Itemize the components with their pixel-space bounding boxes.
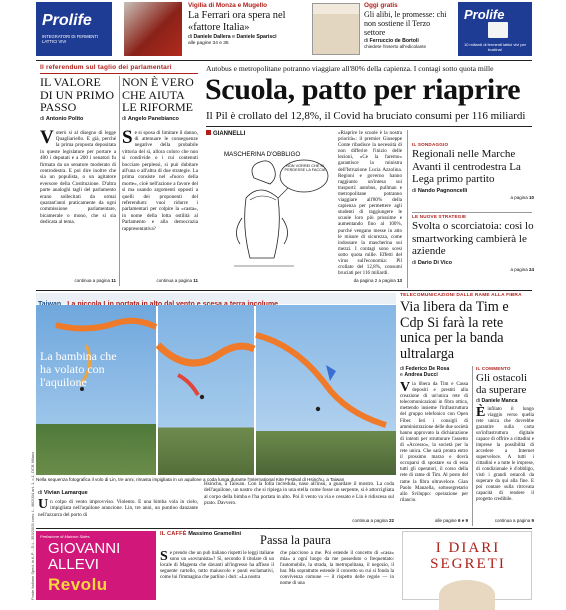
story-title: Regionali nelle Marche Avanti il centrodestra La Lega primo partito (412, 148, 521, 185)
editorial-polito[interactable] (40, 76, 116, 288)
ad-tagline: INTEGRATORI DI FERMENTI LATTICI VIVI (42, 34, 99, 44)
lead-subhead: Il Pil è crollato del 12,8%, il Covid ha bruciato consumi per 116 miliardi (206, 110, 526, 122)
cartoon-caption: MASCHERINA D'OBBLIGO (224, 151, 301, 158)
story-follow: a pagina 10 (510, 194, 534, 200)
taiwan-follow[interactable]: continua a pagina 22 (352, 518, 394, 523)
dropcap: V (400, 380, 411, 395)
cartoon-bubble: NON VORREI CHE SI PERDESSE LA FACCIA (284, 164, 326, 173)
taiwan-caption: Nella sequenza fotografica il volo di Lin, tre anni, rimasta impigliata in un aquilone a coda lunga durante l'International Kite Festival di Hsinchu, a Taiwan (36, 477, 345, 482)
dropcap: V (40, 126, 54, 148)
promo-terzo-thumb (312, 3, 360, 55)
promo-title: Gli alibi, le promesse: chi non sostiene il Terzo settore (364, 10, 447, 37)
cartoon-drawing (206, 138, 332, 276)
lead-overline: Autobus e metropolitane potranno viaggiare all'80% della capienza. I contagi sotto quota mille (206, 64, 494, 73)
editorial-byline: di Antonio Polito (40, 115, 84, 122)
dropcap: È (476, 405, 486, 420)
tim-headline[interactable]: Via libera da Tim e Cdp Si farà la rete unica per la banda ultralarga (400, 299, 509, 362)
story-kicker: LE NUOVE STRATEGIE (412, 214, 467, 219)
taiwan-overlay: La bambina che ha volato con l'aquilone (40, 349, 117, 389)
taiwan-photo-main (36, 305, 156, 475)
dropcap: S (122, 126, 133, 148)
commento-text: Èinfilato il lungo viaggio verso quella rete unica che dovrebbe garantire sulla carta un'infrastruttura digitale capace di offrire a cittadini e imprese la possibilità di accedere a Internet superveloce. A tutti i cittadini e a tutte le imprese, di condizionale è d'obbligo, visti i grandi ostacoli da superare da qui alla fine. E poi contare sulla ritrovata capacità di rendere il progetto credibile. (476, 405, 534, 502)
kite-graphic (158, 305, 254, 475)
tim-byline: di Federico De Rosa e Andrea Ducci (400, 366, 450, 379)
ad-title: Revolu (48, 575, 108, 594)
ad-brand: Prolife (42, 12, 92, 29)
editorial-text: Voterò sì al disegno di legge Quagliariello. E già, perché la prima proposta depositata in queste legislature per portare a 400 i deputati e a 200 i senatori fu firmata da un senatore moderato di centrodestra. E poi dire inoltre che sia un populista, o un agitatore eversore della Costituzione. D'altra parte analoghi tagli del parlamento erano sollecitati da ormai quarant'anni praticamente da ogni commissione parlamentare, bicamerale o mono, che si sia dedicata al tema. (40, 126, 116, 226)
dropcap: S (160, 549, 168, 564)
referendum-rule (40, 73, 198, 74)
story-follow: a pagina 24 (510, 266, 534, 272)
referendum-kicker: Il referendum sul taglio dei parlamentari (40, 64, 172, 71)
caffe-title: Passa la paura (260, 533, 331, 547)
postal-spine: Poste Italiane Sped. in A.P. - D.L. 353/2003 conv. L. 46/2004 art. 1, c.1, DCB Milano (30, 451, 35, 600)
kite-graphic (256, 305, 396, 475)
kite-graphic (36, 305, 156, 475)
commento-follow[interactable]: continua a pagina 9 (494, 518, 534, 523)
side-rule (412, 212, 532, 213)
commento-byline: di Daniele Manca (476, 398, 518, 404)
editorial-follow[interactable]: continua a pagina 11 (156, 278, 198, 283)
ad-author1: GIOVANNI (48, 540, 121, 557)
caffe-text-right: che piacciono a me. Poi estende il concetto di «casa» mia» a ogni luogo da me posseduto o frequentato: l'automobile, la strada, la metropolitana, il negozio, il bar. Ma soprattutto estende il concetto su cui si fonda la convivenza comune — il rispetto delle regole — in nome di una (280, 551, 394, 586)
editorial-text: Se si sposa di limitare il danno, di attenuare le conseguenze negative della probabile vittoria del sì, allora coloro che non si condivide o i cui contenuti bocciare perplessi, si può dubitare all'una o all'altra di due strategie. La prima consiste nel «fuoco della morte», cioè nell'azione a favore del sì ma usando argomenti opposti a quelli dei proponenti del referendum: vuoi ridurre i parlamentari per colpire la «casta», in nome della lotta ostilità al Parlamento e alla democrazia rappresentativa? (122, 126, 198, 232)
taiwan-text-left: Un colpo di vento improvviso. Violento. E una bimba vola in cielo, impigliata nell'aquilone arancione. Lin, tre anni, un puntino danzante nell'azzurra del porto di (38, 497, 198, 518)
commento[interactable] (476, 366, 534, 502)
lead-follow[interactable]: da pagina 2 a pagina 13 (353, 278, 402, 283)
cartoon-label: GIANNELLI (206, 130, 332, 137)
col-divider (472, 366, 473, 526)
col-divider (407, 130, 408, 288)
ad-brand: Prolife (464, 7, 505, 22)
promo-kicker: Oggi gratis (364, 2, 398, 9)
story-byline: di Nando Pagnoncelli (412, 187, 468, 194)
tim-follow[interactable]: alle pagine 6 e 9 (434, 518, 468, 523)
top-rule (36, 60, 532, 61)
promo-byline: di Daniele Dallera e Daniele Sparisci (188, 34, 277, 40)
promo-terzo-settore[interactable] (364, 2, 452, 56)
lead-body: «Riaprire le scuole è la nostra priorità»: il premier Giuseppe Conte ribadisce la necessità di non differire l'inizio delle lezioni, «Ce la faremo» garantisce la ministra dell'Istruzione Lucia Azzolina. Regioni e governo hanno raggiunto un'intesa sui trasporti: autobus, pullman e metropolitane potranno viaggiare all'80% della capienza per permettere agli studenti di raggiungere le scuole loro più prossime e aumentando fino al 100%, purché vengano messe in atto le misure di sicurezza, come indossare la mascherina sui mezzi. I contagi sono scesi sotto quota mille. Effetti del virus sull'economia: Pil crollato del 12,8%, consumi bruciati per 116 miliardi. (338, 130, 402, 277)
story-byline: di Dario Di Vico (412, 259, 452, 266)
lead-headline[interactable]: Scuola, patto per riaprire (205, 73, 521, 106)
book-ad-allevi[interactable] (36, 531, 156, 600)
promo-kicker: Vigilia di Monza e Mugello (188, 2, 268, 9)
tim-kicker: TELECOMUNICAZIONI DALLE RAME ALLA FIBRA (400, 293, 522, 298)
mid-rule (36, 290, 532, 291)
ad-product-box (488, 22, 508, 38)
caffe-text-left: Se prendo che un pub italiano rispetti le leggi italiane sono un «sovranista»? Sì, secondo il titolare di un locale di Magenta che davanti all'ingresso ha affisso il seguente cartello, tutto maiuscolo e punti esclamativi, come lui l'immagina che parlino i duri: «La nostra (160, 549, 274, 580)
commento-kicker: IL COMMENTO (476, 366, 511, 371)
editorial-panebianco[interactable] (122, 76, 198, 288)
taiwan-text-right: Hsinchu, a Taiwan. Con la folla incredula, naso all'insù, a guardare il mostro. La coda dell'aquilone, un nastro che si ripiega in una stella come fosse un serpente, si è attorcigliata al corpo della bimba e l'ha portata in alto. Poi il vento va via e cessato e Lin è ridiscesa sul prato. Davvero. (204, 481, 394, 507)
promo-ferrari-photo (124, 2, 182, 56)
editorial-follow[interactable]: continua a pagina 11 (74, 278, 116, 283)
commento-title: Gli ostacoli da superare (476, 372, 528, 396)
ad-title: I DIARI SEGRETI (430, 540, 506, 572)
caffe[interactable] (160, 531, 396, 600)
col-divider (119, 76, 120, 286)
promo-note: chiedete l'inserto all'edicolante (364, 44, 427, 49)
promo-title: La Ferrari ora spera nel «fattore Italia» (188, 10, 286, 33)
bottom-rule (36, 528, 532, 529)
dropcap: U (38, 497, 49, 512)
ad-face-graphic (439, 580, 495, 610)
cartoon-square-icon (206, 130, 211, 135)
tim-text: Via libera da Tim e Cassa depositi e prestiti alla creazione di un'unica rete di telecomunicazioni in fibra ottica, mettendo insieme l'infrastruttura del gruppo telefonico con Open Fiber. Ieri i consigli di amministrazione delle due società hanno approvato la dichiarazione di intenti per strutturare l'assetto di «Accesso», la società per la rete unica. Che sarà pronta entro il prossimo marzo e dovrà occuparsi di spostare su di essa tutti gli operatori, il corso della rete di rame di Tim. Al posto del rame la fibra ultraveloce. Gian Paolo Manzella, sottosegretario allo Sviluppo: operazione per rilancio. (400, 380, 468, 503)
editorial-title: IL VALORE DI UN PRIMO PASSO (40, 75, 115, 114)
cartoon-box (206, 130, 332, 278)
ad-text: 10 miliardi di fermenti lattici vivi per bustina! (463, 42, 527, 52)
editorial-title: NON È VERO CHE AIUTA LE RIFORME (122, 75, 194, 114)
ad-author2: ALLEVI (48, 556, 99, 573)
sondaggio-story[interactable] (412, 142, 534, 200)
top-ad-left[interactable] (36, 2, 112, 56)
taiwan-photo-3 (256, 305, 396, 475)
ad-top: Prefazione di Malcom Sides (40, 534, 90, 539)
editorial-byline: di Angelo Panebianco (122, 115, 179, 122)
lead-rule (206, 126, 532, 127)
story-kicker: IL SONDAGGIO (412, 142, 449, 147)
caffe-header: IL CAFFÈ Massimo Gramellini (160, 531, 242, 537)
promo-ferrari[interactable] (188, 2, 300, 56)
book-ad-diari[interactable] (402, 531, 532, 600)
promo-byline: di Ferruccio de Bortoli (364, 38, 419, 44)
promo-pages: alle pagine 34 e 35 (188, 41, 229, 46)
taiwan-byline: di Vivian Lamarque (38, 490, 88, 496)
top-ad-right[interactable] (458, 2, 532, 56)
story-title: Svolta o scorciatoia: così lo smartworking cambierà le aziende (412, 220, 534, 257)
taiwan-photo-2 (158, 305, 254, 475)
taiwan-header (36, 293, 396, 304)
smartworking-story[interactable] (412, 214, 534, 272)
